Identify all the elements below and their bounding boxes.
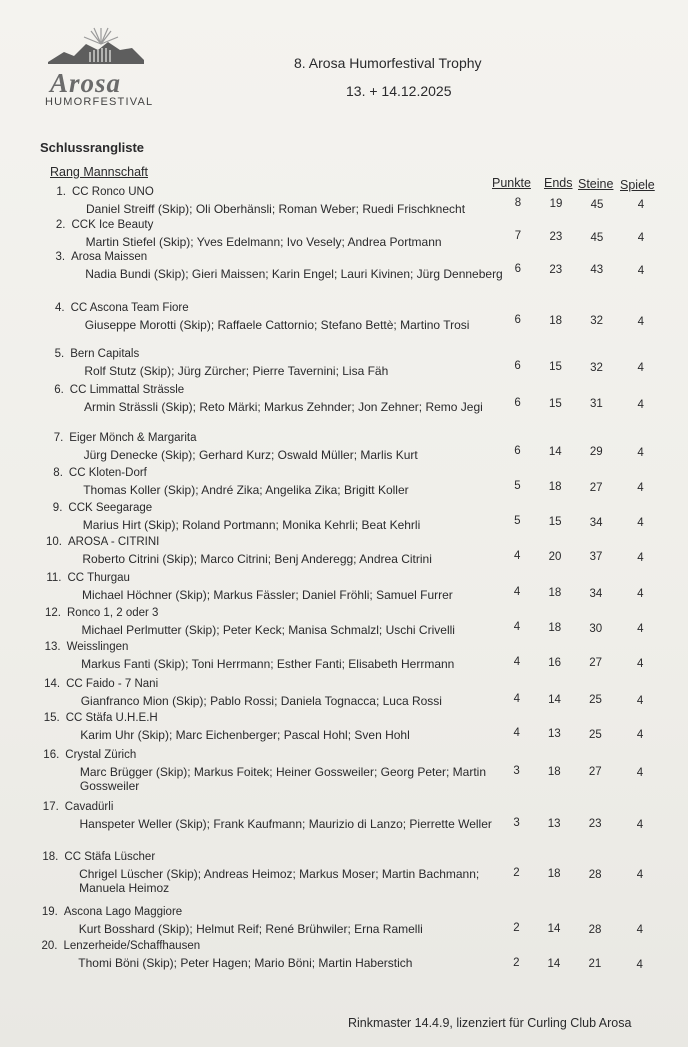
team-name: Weisslingen <box>66 641 129 653</box>
rank-number: 19. <box>41 906 58 918</box>
team-row <box>39 607 158 619</box>
rank-number: 13. <box>44 641 61 653</box>
rank-number: 3. <box>55 251 66 263</box>
ends-value: 13 <box>547 728 561 741</box>
punkte-value: 4 <box>513 727 520 740</box>
spiele-value: 4 <box>636 818 644 831</box>
section-title: Schlussrangliste <box>40 140 145 155</box>
steine-value: 27 <box>588 766 602 778</box>
players-line: Marc Brügger (Skip); Markus Foitek; Heiner Gossweiler; Georg Peter; Martin Gossweiler <box>79 765 487 793</box>
ends-value: 14 <box>548 693 561 706</box>
spiele-value: 4 <box>636 729 644 742</box>
team-name: Ronco 1, 2 oder 3 <box>67 607 159 619</box>
spiele-value: 4 <box>636 958 643 971</box>
ends-value: 18 <box>547 765 561 778</box>
rank-number: 14. <box>44 678 61 690</box>
ends-value: 18 <box>548 622 562 635</box>
column-header-rang-mannschaft: Rang Mannschaft <box>50 165 148 179</box>
team-name: Bern Capitals <box>70 348 140 360</box>
punkte-value: 3 <box>513 816 520 829</box>
ends-value: 18 <box>549 314 563 327</box>
team-name: Lenzerheide/Schaffhausen <box>63 940 201 952</box>
ends-value: 13 <box>547 817 561 830</box>
team-row <box>42 384 184 396</box>
players-line: Jürg Denecke (Skip); Gerhard Kurz; Oswald Müller; Marlis Kurt <box>83 448 418 462</box>
players-line: Karim Uhr (Skip); Marc Eichenberger; Pascal Hohl; Sven Hohl <box>80 728 410 742</box>
team-name: Cavadürli <box>64 801 114 813</box>
spiele-value: 4 <box>637 623 644 636</box>
players-line: Rolf Stutz (Skip); Jürg Zürcher; Pierre Tavernini; Lisa Fäh <box>84 364 389 378</box>
steine-value: 34 <box>589 587 603 600</box>
team-row <box>44 219 154 231</box>
punkte-value: 2 <box>513 956 520 969</box>
steine-value: 43 <box>590 264 604 277</box>
team-name: AROSA - CITRINI <box>68 536 160 548</box>
rank-number: 12. <box>45 607 61 619</box>
team-name: Ascona Lago Maggiore <box>63 906 183 918</box>
team-name: CC Stäfa Lüscher <box>64 851 156 863</box>
team-row <box>37 801 114 813</box>
footer-note: Rinkmaster 14.4.9, lizenziert für Curling Club Arosa <box>348 1016 632 1030</box>
team-row <box>38 712 158 724</box>
team-row <box>36 940 201 952</box>
punkte-value: 4 <box>513 549 521 562</box>
players-line: Markus Fanti (Skip); Toni Herrmann; Esther Fanti; Elisabeth Herrmann <box>81 657 455 671</box>
steine-value: 32 <box>590 315 604 328</box>
steine-value: 27 <box>589 657 602 670</box>
rank-number: 17. <box>42 801 59 813</box>
team-row <box>41 432 196 444</box>
punkte-value: 4 <box>513 621 521 634</box>
logo-subtitle: HUMORFESTIVAL <box>45 96 154 108</box>
ends-value: 19 <box>549 198 563 210</box>
ends-value: 18 <box>548 481 562 494</box>
rank-number: 8. <box>53 467 63 479</box>
team-name: CC Faido - 7 Nani <box>66 678 159 690</box>
rank-number: 10. <box>46 536 62 548</box>
players-line: Gianfranco Mion (Skip); Pablo Rossi; Daniela Tognacca; Luca Rossi <box>80 694 442 708</box>
column-header-punkte: Punkte <box>492 176 531 190</box>
punkte-value: 4 <box>513 586 521 598</box>
column-header-ends: Ends <box>544 176 573 190</box>
arosa-logo <box>40 22 160 112</box>
steine-value: 37 <box>589 551 603 564</box>
spiele-value: 4 <box>637 517 644 530</box>
spiele-value: 4 <box>637 398 644 411</box>
rank-number: 2. <box>55 219 66 231</box>
team-row <box>43 302 189 314</box>
team-name: CC Limmattal Strässle <box>69 384 185 396</box>
punkte-value: 6 <box>514 313 521 326</box>
team-name: Crystal Zürich <box>65 749 137 761</box>
steine-value: 31 <box>589 398 603 410</box>
punkte-value: 3 <box>513 764 520 777</box>
players-line: Thomi Böni (Skip); Peter Hagen; Mario Böni; Martin Haberstich <box>78 956 413 970</box>
event-title: 8. Arosa Humorfestival Trophy <box>294 55 482 71</box>
steine-value: 30 <box>589 622 603 635</box>
ends-value: 14 <box>547 923 561 936</box>
ends-value: 15 <box>548 516 562 529</box>
punkte-value: 6 <box>514 262 521 275</box>
punkte-value: 6 <box>514 396 521 409</box>
rank-number: 7. <box>53 432 64 444</box>
logo-wordmark: Arosa <box>50 68 122 98</box>
punkte-value: 7 <box>514 230 522 243</box>
players-line: Thomas Koller (Skip); André Zika; Angelika Zika; Brigitt Koller <box>83 483 409 497</box>
column-header-steine: Steine <box>578 177 614 191</box>
steine-value: 45 <box>590 231 604 244</box>
players-line: Nadia Bundi (Skip); Gieri Maissen; Karin Engel; Lauri Kivinen; Jürg Denneberg <box>85 267 503 281</box>
steine-value: 32 <box>590 361 603 374</box>
spiele-value: 4 <box>636 657 644 670</box>
punkte-value: 5 <box>514 480 521 493</box>
team-row <box>39 641 129 653</box>
steine-value: 25 <box>588 728 602 741</box>
rank-number: 6. <box>54 384 64 396</box>
rank-number: 18. <box>42 851 59 863</box>
punkte-value: 4 <box>513 655 521 668</box>
column-header-spiele: Spiele <box>620 178 655 192</box>
team-row <box>38 678 158 690</box>
spiele-value: 4 <box>637 315 644 328</box>
rank-number: 9. <box>52 502 63 514</box>
team-name: CCK Ice Beauty <box>71 219 154 231</box>
team-name: CC Kloten-Dorf <box>68 467 147 479</box>
steine-value: 34 <box>589 516 603 529</box>
steine-value: 28 <box>588 868 602 881</box>
team-name: Eiger Mönch & Margarita <box>69 432 197 444</box>
players-line: Kurt Bosshard (Skip); Helmut Reif; René Brühwiler; Erna Ramelli <box>78 922 423 936</box>
team-row <box>40 502 152 514</box>
spiele-value: 4 <box>637 362 644 375</box>
team-row <box>42 348 139 360</box>
players-line: Martin Stiefel (Skip); Yves Edelmann; Ivo Vesely; Andrea Portmann <box>85 235 442 249</box>
players-line: Michael Perlmutter (Skip); Peter Keck; Manisa Schmalzl; Uschi Crivelli <box>81 623 455 637</box>
steine-value: 27 <box>589 481 603 494</box>
team-row <box>43 251 147 263</box>
team-row <box>40 572 130 584</box>
team-name: CC Ronco UNO <box>72 186 154 198</box>
steine-value: 28 <box>588 923 602 936</box>
steine-value: 21 <box>588 958 602 971</box>
steine-value: 45 <box>590 198 604 211</box>
punkte-value: 2 <box>513 922 520 935</box>
rank-number: 11. <box>46 572 62 584</box>
ends-value: 16 <box>548 656 561 669</box>
spiele-value: 4 <box>637 551 644 564</box>
players-line: Roberto Citrini (Skip); Marco Citrini; Benj Anderegg; Andrea Citrini <box>82 552 432 566</box>
ends-value: 14 <box>548 445 562 458</box>
ends-value: 18 <box>548 587 562 599</box>
team-row <box>41 467 147 479</box>
team-row <box>37 749 136 761</box>
rank-number: 16. <box>43 749 60 761</box>
rank-number: 20. <box>41 940 58 952</box>
players-line: Marius Hirt (Skip); Roland Portmann; Monika Kehrli; Beat Kehrli <box>82 518 421 532</box>
ends-value: 15 <box>549 361 562 374</box>
spiele-value: 4 <box>637 232 645 245</box>
event-dates: 13. + 14.12.2025 <box>346 83 452 99</box>
steine-value: 23 <box>588 818 602 831</box>
team-row <box>44 186 154 198</box>
team-row <box>40 536 159 548</box>
team-name: CC Stäfa U.H.E.H <box>65 712 158 724</box>
spiele-value: 4 <box>636 869 644 882</box>
spiele-value: 4 <box>637 446 644 459</box>
players-line: Michael Höchner (Skip); Markus Fässler; Daniel Fröhli; Samuel Furrer <box>82 588 453 602</box>
players-line: Hanspeter Weller (Skip); Frank Kaufmann; Maurizio di Lanzo; Pierrette Weller <box>79 817 492 831</box>
spiele-value: 4 <box>636 766 644 779</box>
ends-value: 18 <box>547 868 561 881</box>
ends-value: 23 <box>549 263 563 276</box>
team-name: CCK Seegarage <box>68 502 153 514</box>
rank-number: 1. <box>56 186 66 198</box>
rank-number: 4. <box>55 302 65 314</box>
players-line: Giuseppe Morotti (Skip); Raffaele Cattornio; Stefano Bettè; Martino Trosi <box>84 318 470 332</box>
team-row <box>36 906 182 918</box>
ends-value: 14 <box>547 957 561 970</box>
punkte-value: 5 <box>514 515 521 528</box>
spiele-value: 4 <box>637 199 645 211</box>
steine-value: 25 <box>589 694 602 707</box>
punkte-value: 2 <box>513 867 520 880</box>
ends-value: 20 <box>548 550 562 563</box>
rank-number: 15. <box>43 712 60 724</box>
spiele-value: 4 <box>636 694 644 707</box>
team-name: CC Thurgau <box>67 572 130 584</box>
mountain-sun-logo-icon <box>46 22 146 70</box>
punkte-value: 6 <box>514 444 521 457</box>
spiele-value: 4 <box>637 482 644 495</box>
ends-value: 15 <box>548 397 562 410</box>
team-name: CC Ascona Team Fiore <box>70 302 189 314</box>
punkte-value: 4 <box>513 692 520 705</box>
spiele-value: 4 <box>637 588 644 600</box>
team-row <box>36 851 155 863</box>
team-name: Arosa Maissen <box>71 251 148 263</box>
players-line: Daniel Streiff (Skip); Oli Oberhänsli; Roman Weber; Ruedi Frischknecht <box>86 202 466 216</box>
spiele-value: 4 <box>636 924 643 937</box>
players-line: Armin Strässli (Skip); Reto Märki; Markus Zehnder; Jon Zehner; Remo Jegi <box>84 400 483 414</box>
rank-number: 5. <box>54 348 65 360</box>
ends-value: 23 <box>549 231 563 244</box>
players-line: Chrigel Lüscher (Skip); Andreas Heimoz; Markus Moser; Martin Bachmann; Manuela Heimoz <box>79 867 480 895</box>
spiele-value: 4 <box>637 264 645 277</box>
punkte-value: 8 <box>514 197 522 209</box>
punkte-value: 6 <box>514 360 521 373</box>
steine-value: 29 <box>589 446 603 459</box>
